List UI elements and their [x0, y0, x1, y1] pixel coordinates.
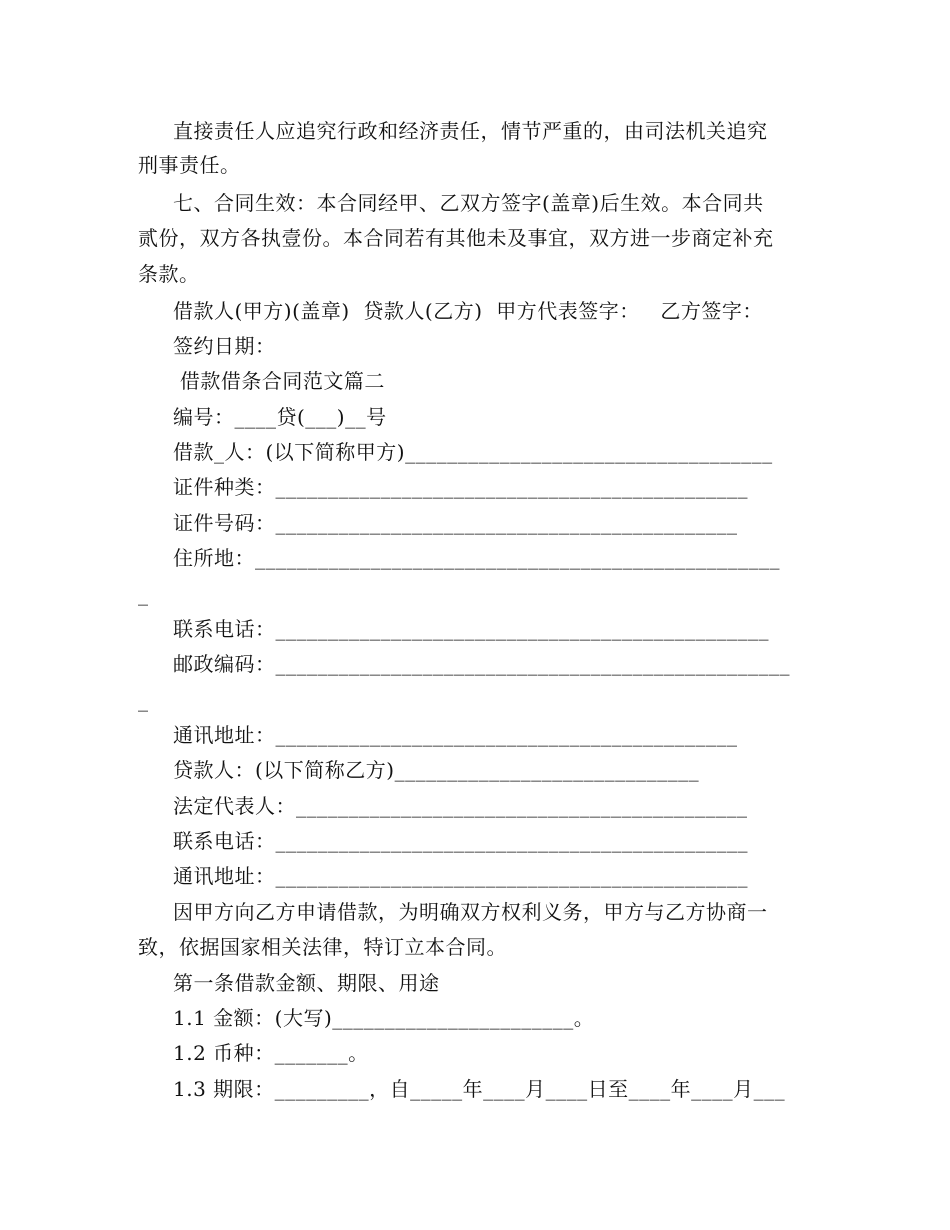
lender-field: 贷款人：(以下简称乙方)_____________________________: [173, 758, 700, 782]
signature-line: 借款人(甲方)(盖章) 贷款人(乙方) 甲方代表签字： 乙方签字：: [173, 299, 763, 323]
text-line-5: 条款。: [138, 262, 200, 286]
postal-code-field: 邮政编码：_________________________________________________: [173, 652, 790, 676]
text-line-4: 贰份，双方各执壹份。本合同若有其他未及事宜，双方进一步商定补充: [138, 226, 774, 250]
text-line-1: 直接责任人应追究行政和经济责任，情节严重的，由司法机关追究: [173, 119, 768, 143]
postal-code-overflow: _: [138, 688, 149, 712]
currency-field: 1.2 币种：_______。: [173, 1041, 369, 1065]
borrower-field: 借款_人：(以下简称甲方)___________________________________: [173, 440, 773, 464]
text-line-23: 因甲方向乙方申请借款，为明确双方权利义务，甲方与乙方协商一: [173, 900, 768, 924]
id-type-field: 证件种类：_____________________________________________: [173, 475, 748, 499]
term-field: 1.3 期限：_________，自_____年____月____日至____年____月___: [173, 1077, 786, 1101]
residence-field: 住所地：__________________________________________________: [173, 546, 780, 570]
lender-address-field: 通讯地址：_____________________________________________: [173, 864, 748, 888]
legal-rep-field: 法定代表人：___________________________________________: [173, 794, 748, 818]
borrower-address-field: 通讯地址：____________________________________________: [173, 723, 738, 747]
article-1-heading: 第一条借款金额、期限、用途: [173, 971, 440, 995]
text-line-3: 七、合同生效：本合同经甲、乙双方签字(盖章)后生效。本合同共: [173, 191, 764, 215]
text-line-24: 致，依据国家相关法律，特订立本合同。: [138, 935, 507, 959]
lender-phone-field: 联系电话：_____________________________________________: [173, 829, 748, 853]
section-heading: 借款借条合同范文篇二: [173, 369, 385, 393]
amount-field: 1.1 金额：(大写)_______________________。: [173, 1006, 595, 1030]
sign-date-line: 签约日期：: [173, 334, 276, 358]
id-number-field: 证件号码：____________________________________________: [173, 511, 738, 535]
contract-number-field: 编号：____贷(___)__号: [173, 405, 387, 429]
borrower-phone-field: 联系电话：_______________________________________________: [173, 617, 769, 641]
residence-overflow: _: [138, 582, 149, 606]
text-line-2: 刑事责任。: [138, 153, 241, 177]
